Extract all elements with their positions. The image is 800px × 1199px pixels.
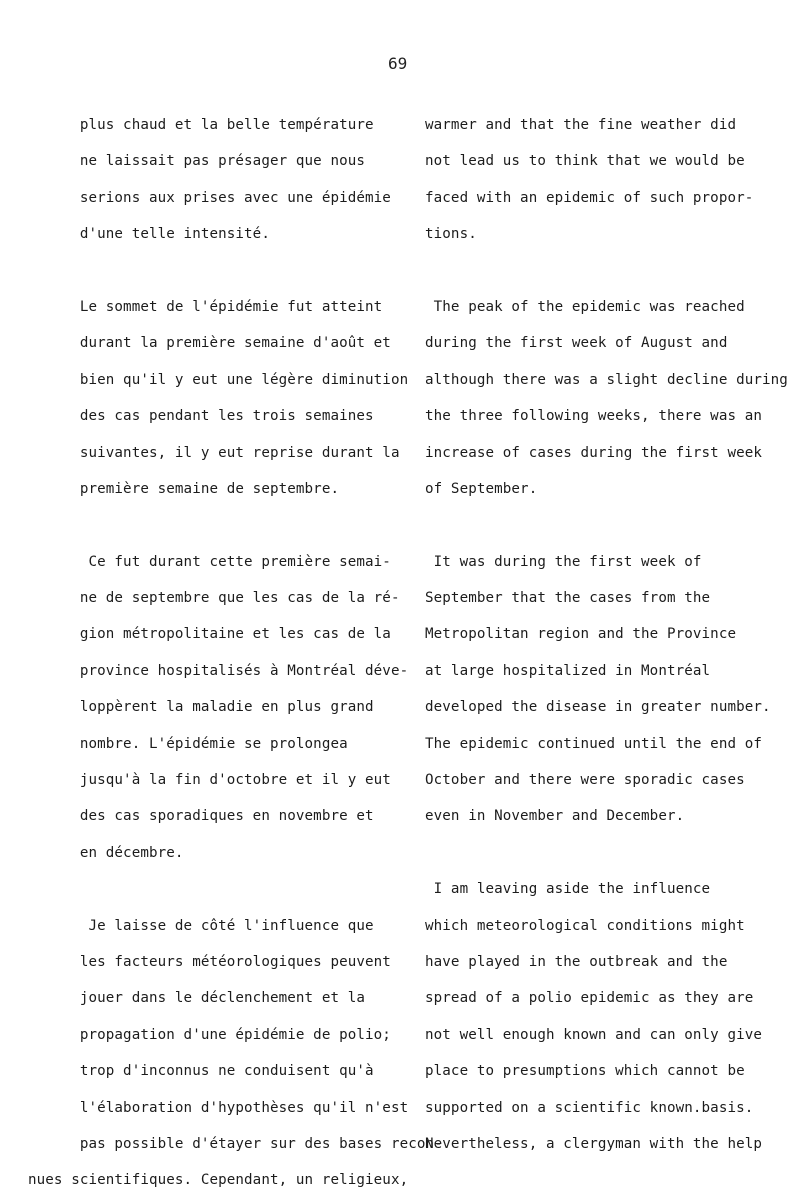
- french-line: Le sommet de l'épidémie fut atteint: [28, 298, 383, 315]
- english-line: supported on a scientific known.basis.: [425, 1099, 754, 1116]
- english-line: faced with an epidemic of such propor-: [425, 189, 754, 206]
- english-line: The peak of the epidemic was reached: [425, 298, 745, 315]
- french-line: plus chaud et la belle température: [28, 117, 374, 133]
- french-line: Ce fut durant cette première semai-: [28, 553, 391, 570]
- paragraph-gap: [28, 871, 413, 907]
- french-line: des cas pendant les trois semaines: [28, 408, 374, 425]
- english-line: even in November and December.: [425, 808, 685, 825]
- english-line: October and there were sporadic cases: [425, 772, 745, 789]
- english-line: not lead us to think that we would be: [425, 153, 745, 170]
- english-line: during the first week of August and: [425, 335, 728, 352]
- paragraph-gap: [425, 507, 800, 543]
- french-line: province hospitalisés à Montréal déve-: [28, 662, 409, 679]
- french-line: serions aux prises avec une épidémie: [28, 189, 391, 206]
- english-line: The epidemic continued until the end of: [425, 735, 763, 752]
- french-paragraph: [28, 289, 413, 507]
- english-line: have played in the outbreak and the: [425, 953, 728, 970]
- english-line: place to presumptions which cannot be: [425, 1063, 745, 1080]
- paragraph-gap: [28, 507, 413, 543]
- english-paragraph: [425, 107, 800, 253]
- french-line: propagation d'une épidémie de polio;: [28, 1026, 391, 1043]
- english-line: although there was a slight decline during: [425, 371, 788, 388]
- french-line: les facteurs météorologiques peuvent: [28, 953, 391, 970]
- paragraph-gap: [28, 253, 413, 289]
- english-line: developed the disease in greater number.: [425, 699, 771, 716]
- french-line: Je laisse de côté l'influence que: [28, 917, 374, 934]
- french-paragraph: [28, 908, 443, 1199]
- french-line: nombre. L'épidémie se prolongea: [28, 735, 348, 752]
- french-line: ne laissait pas présager que nous: [28, 153, 366, 170]
- english-line: of September.: [425, 480, 538, 497]
- french-line: bien qu'il y eut une légère diminution: [28, 371, 409, 388]
- english-line: Nevertheless, a clergyman with the help: [425, 1135, 763, 1152]
- french-paragraph: [28, 544, 413, 872]
- english-line: tions.: [425, 226, 477, 243]
- french-line: suivantes, il y eut reprise durant la: [28, 444, 400, 461]
- english-line: the three following weeks, there was an: [425, 408, 763, 425]
- english-line: spread of a polio epidemic as they are: [425, 990, 754, 1007]
- english-line: It was during the first week of: [425, 553, 702, 570]
- english-line: at large hospitalized in Montréal: [425, 662, 711, 679]
- english-line: not well enough known and can only give: [425, 1026, 763, 1043]
- french-line: gion métropolitaine et les cas de la: [28, 626, 391, 643]
- french-line: jusqu'à la fin d'octobre et il y eut: [28, 772, 391, 789]
- french-line: d'une telle intensité.: [28, 226, 270, 243]
- french-column: [28, 107, 443, 1199]
- french-line: durant la première semaine d'août et: [28, 335, 391, 352]
- french-line: trop d'inconnus ne conduisent qu'à: [28, 1063, 374, 1080]
- french-line: pas possible d'étayer sur des bases recon-: [28, 1135, 443, 1152]
- english-paragraph: [425, 544, 800, 835]
- french-line: l'élaboration d'hypothèses qu'il n'est: [28, 1099, 409, 1116]
- french-line: des cas sporadiques en novembre et: [28, 808, 374, 825]
- french-line: en décembre.: [28, 844, 184, 861]
- english-line: I am leaving aside the influence: [425, 881, 711, 898]
- english-line: increase of cases during the first week: [425, 444, 763, 461]
- french-line: loppèrent la maladie en plus grand: [28, 699, 374, 716]
- english-line: which meteorological conditions might: [425, 917, 745, 934]
- french-paragraph: [28, 107, 413, 253]
- paragraph-gap: [425, 835, 800, 871]
- french-line: nues scientifiques. Cependant, un religieux,: [28, 1172, 409, 1189]
- english-line: warmer and that the fine weather did: [425, 117, 737, 133]
- french-line: jouer dans le déclenchement et la: [28, 990, 366, 1007]
- french-line: première semaine de septembre.: [28, 480, 340, 497]
- english-column: [425, 107, 800, 1162]
- paragraph-gap: [425, 253, 800, 289]
- english-line: Metropolitan region and the Province: [425, 626, 737, 643]
- english-paragraph: [425, 289, 800, 507]
- french-line: ne de septembre que les cas de la ré-: [28, 590, 400, 607]
- english-paragraph: [425, 871, 800, 1162]
- english-line: September that the cases from the: [425, 590, 711, 607]
- page-number: 69: [388, 54, 408, 73]
